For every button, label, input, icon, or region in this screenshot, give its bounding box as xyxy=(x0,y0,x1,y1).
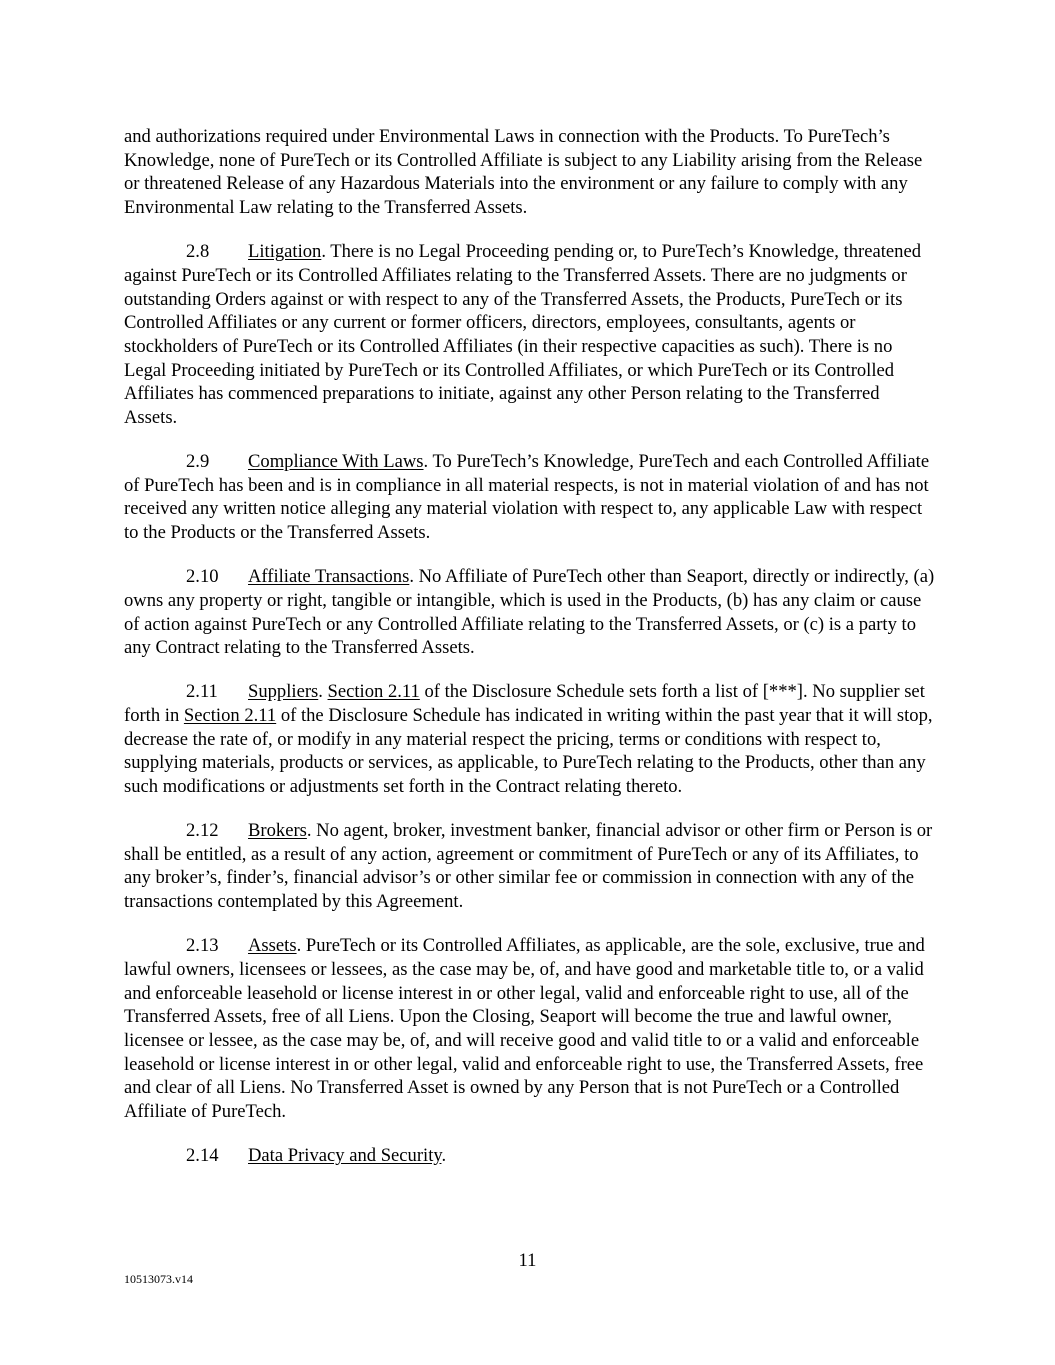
section-text: of the Disclosure Schedule sets forth a list of [***]. No supplier set forth in xyxy=(124,681,925,726)
section-text: of the Disclosure Schedule has indicated in writing within the past year that it will stop, decrease the rate of, or modify in any material respect the pricing, terms or conditions with respect to, supplying materials, products or services, as applicable, to PureTech relating to the Products, other than any such modifications or adjustments set forth in the Contract relating thereto. xyxy=(124,704,933,798)
page-number: 11 xyxy=(518,1250,537,1271)
section-heading: Assets xyxy=(248,935,297,957)
section-number: 2.10 xyxy=(186,566,219,588)
section-text: . PureTech or its Controlled Affiliates, as applicable, are the sole, exclusive, true and lawful owners, licensees or lessees, as the case may be, of, and have good and marketable title to, or a valid and enforceable leasehold or license interest in or other legal, valid and enforceable right to use, all of the Transferred Assets, free of all Liens. Upon the Closing, Seaport will become the true and lawful owner, licensee or lessee, as the case may be, of, and will receive good and valid title to or a valid and enforceable leasehold or license interest in or other legal, valid and enforceable right to use, the Transferred Assets, free and clear of all Liens. No Transferred Asset is owned by any Person that is not PureTech or a Controlled Affiliate of PureTech. xyxy=(124,935,925,1123)
section-number: 2.9 xyxy=(186,451,210,473)
section-2-11 xyxy=(124,680,936,799)
section-reference: Section 2.11 xyxy=(183,704,277,726)
intro-paragraph-text: and authorizations required under Environmental Laws in connection with the Products. To PureTech’s Knowledge, none of PureTech or its Controlled Affiliate is subject to any Liability arising from the Release or threatened Release of any Hazardous Materials into the environment or any failure to comply with any Environmental Law relating to the Transferred Assets. xyxy=(124,126,923,219)
section-heading: Litigation xyxy=(248,241,322,263)
section-text: . xyxy=(441,1145,447,1167)
section-text: . xyxy=(318,681,328,703)
section-2-10 xyxy=(124,565,936,660)
section-text: . No Affiliate of PureTech other than Seaport, directly or indirectly, (a) owns any property or right, tangible or intangible, which is used in the Products, (b) has any claim or cause of action against PureTech or any Controlled Affiliate relating to the Transferred Assets, or (c) is a party to any Contract relating to the Transferred Assets. xyxy=(124,566,935,659)
section-2-9 xyxy=(124,450,936,545)
section-heading: Brokers xyxy=(248,820,307,842)
intro-paragraph xyxy=(124,125,936,220)
section-number: 2.12 xyxy=(186,820,219,842)
section-2-14 xyxy=(124,1144,936,1168)
section-heading: Affiliate Transactions xyxy=(248,566,410,588)
document-id: 10513073.v14 xyxy=(124,1272,193,1286)
section-2-12 xyxy=(124,819,936,914)
section-text: . There is no Legal Proceeding pending or, to PureTech’s Knowledge, threatened against PureTech or its Controlled Affiliates relating to the Transferred Assets. There are no judgments or outstanding Orders against or with respect to any of the Transferred Assets, the Products, PureTech or its Controlled Affiliates or any current or former officers, directors, employees, consultants, agents or stockholders of PureTech or its Controlled Affiliates (in their respective capacities as such). There is no Legal Proceeding initiated by PureTech or its Controlled Affiliates, or which PureTech or its Controlled Affiliates has commenced preparations to initiate, against any other Person relating to the Transferred Assets. xyxy=(124,241,922,429)
section-number: 2.8 xyxy=(186,241,210,263)
section-number: 2.13 xyxy=(186,935,219,957)
section-2-8 xyxy=(124,240,936,430)
section-heading: Suppliers xyxy=(248,681,319,703)
section-text: . No agent, broker, investment banker, financial advisor or other firm or Person is or shall be entitled, as a result of any action, agreement or commitment of PureTech or any of its Affiliates, to any broker’s, finder’s, financial advisor’s or other similar fee or commission in connection with any of the transactions contemplated by this Agreement. xyxy=(124,820,933,913)
section-2-13 xyxy=(124,934,936,1124)
section-text: . To PureTech’s Knowledge, PureTech and each Controlled Affiliate of PureTech has been and is in compliance in all material respects, is not in material violation of and has not received any written notice alleging any material violation with respect to, any applicable Law with respect to the Products or the Transferred Assets. xyxy=(124,451,930,544)
section-heading: Compliance With Laws xyxy=(248,451,424,473)
document-body xyxy=(124,125,936,1188)
section-number: 2.11 xyxy=(186,681,218,703)
section-reference: Section 2.11 xyxy=(327,681,420,703)
section-number: 2.14 xyxy=(186,1145,219,1167)
section-heading: Data Privacy and Security xyxy=(248,1145,442,1167)
